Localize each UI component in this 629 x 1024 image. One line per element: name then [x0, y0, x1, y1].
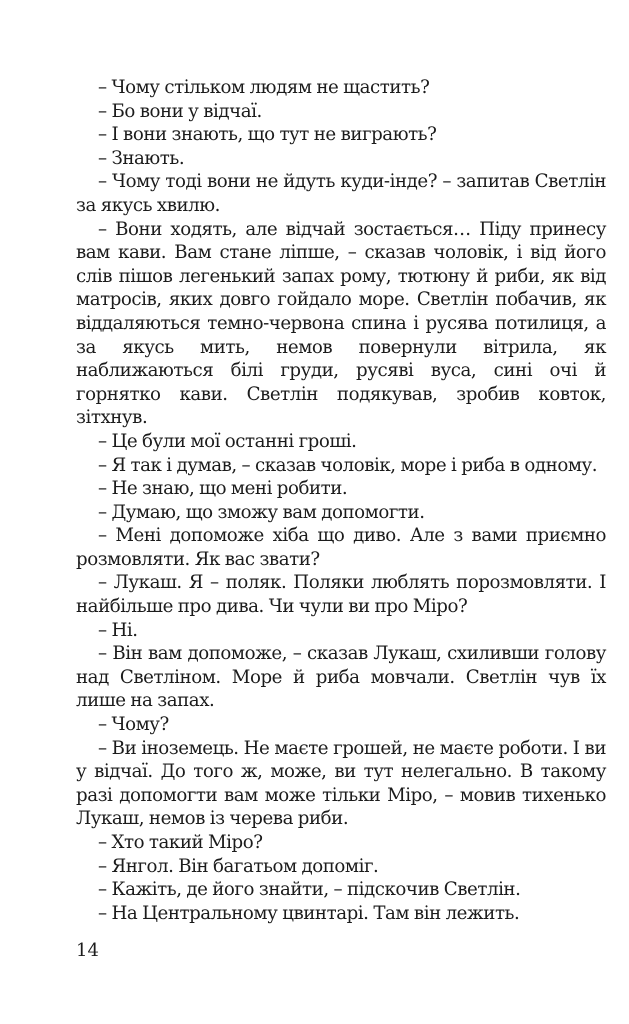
- paragraph-20: – На Центральному цвинтарі. Там він лежить.: [98, 902, 520, 924]
- page-body: [76, 76, 606, 925]
- paragraph-12: – Лукаш. Я – поляк. Поляки люблять порозмовляти. І найбільше про дива. Чи чули ви про Міро?: [76, 572, 606, 618]
- paragraph-1: – Чому стільком людям не щастить?: [98, 77, 430, 98]
- paragraph-9: – Не знаю, що мені робити.: [98, 478, 348, 500]
- paragraph-6: – Вони ходять, але відчай зостається… Піду принесу вам кави. Вам стане ліпше, – сказав чоловік, і від його слів пішов легенький запах рому, тютюну й риби, як від матросів, яких довго гойдало море. Светлін побачив, як віддаляються темно-червона спина і русява потилиця, а за якусь мить, немов повернули вітрила, як наближаються білі груди, русяві вуса, сині очі й горнятко кави. Светлін подякував, зробив ковток, зітхнув.: [76, 218, 606, 429]
- paragraph-13: – Ні.: [98, 619, 138, 641]
- paragraph-3: – І вони знають, що тут не виграють?: [98, 124, 437, 146]
- page-number: 14: [76, 940, 99, 961]
- paragraph-7: – Це були мої останні гроші.: [98, 430, 357, 452]
- paragraph-2: – Бо вони у відчаї.: [98, 100, 262, 122]
- paragraph-14: – Він вам допоможе, – сказав Лукаш, схиливши голову над Светліном. Море й риба мовчали. Светлін чув їх лише на запах.: [76, 643, 606, 712]
- paragraph-11: – Мені допоможе хіба що диво. Але з вами приємно розмовляти. Як вас звати?: [76, 525, 606, 570]
- paragraph-15: – Чому?: [98, 714, 169, 736]
- paragraph-16: – Ви іноземець. Не маєте грошей, не маєте роботи. І ви у відчаї. До того ж, може, ви тут нелегально. В такому разі допомогти вам може тільки Міро, – мовив тихенько Лукаш, немов із черева риби.: [76, 737, 606, 830]
- paragraph-10: – Думаю, що зможу вам допомогти.: [98, 501, 425, 523]
- paragraph-4: – Знають.: [98, 147, 185, 169]
- paragraph-17: – Хто такий Міро?: [98, 832, 263, 853]
- paragraph-8: – Я так і думав, – сказав чоловік, море і риба в одному.: [98, 454, 598, 476]
- paragraph-18: – Янгол. Він багатьом допоміг.: [98, 855, 379, 877]
- paragraph-5: – Чому тоді вони не йдуть куди-інде? – запитав Светлін за якусь хвилю.: [76, 171, 606, 216]
- paragraph-19: – Кажіть, де його знайти, – підскочив Светлін.: [98, 879, 521, 901]
